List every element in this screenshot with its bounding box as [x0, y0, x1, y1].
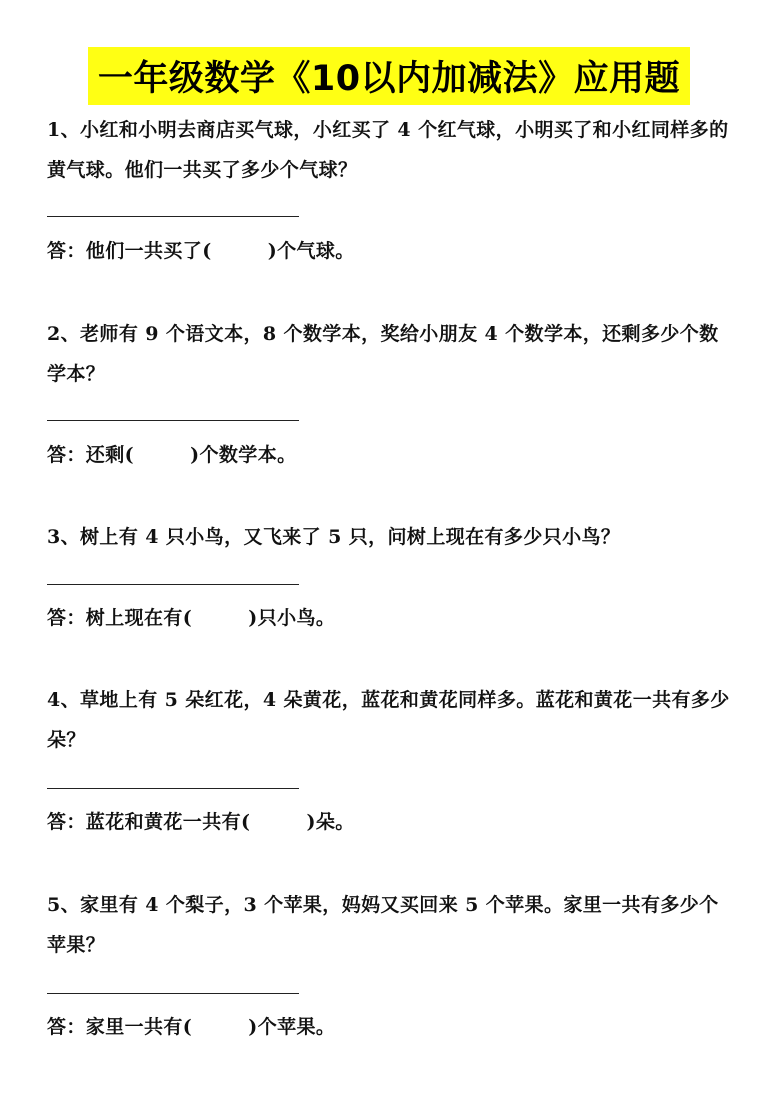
- problem-3-work-line: [47, 584, 299, 585]
- problem-2-answer: 答：还剩( )个数学本。: [47, 444, 297, 466]
- problem-1-question: 1、小红和小明去商店买气球，小红买了 4 个红气球，小明买了和小红同样多的黄气球。他们一共买了多少个气球？: [47, 119, 729, 181]
- problem-3-answer: 答：树上现在有( )只小鸟。: [47, 607, 336, 629]
- problem-5-work-line: [47, 993, 299, 994]
- title-highlight: [88, 47, 690, 105]
- worksheet-title: 一年级数学《10以内加减法》应用题: [97, 59, 681, 99]
- problem-5-answer: 答：家里一共有( )个苹果。: [47, 1016, 336, 1038]
- problem-2-work-line: [47, 420, 299, 421]
- problem-1-work-line: [47, 216, 299, 217]
- problem-5-question: 5、家里有 4 个梨子，3 个苹果，妈妈又买回来 5 个苹果。家里一共有多少个苹果？: [47, 894, 719, 956]
- problem-2-question: 2、老师有 9 个语文本，8 个数学本，奖给小朋友 4 个数学本，还剩多少个数学本？: [47, 323, 719, 385]
- problem-4-answer: 答：蓝花和黄花一共有( )朵。: [47, 811, 355, 833]
- problem-4-work-line: [47, 788, 299, 789]
- problem-3-question: 3、树上有 4 只小鸟，又飞来了 5 只，问树上现在有多少只小鸟？: [47, 526, 621, 548]
- problem-4-question: 4、草地上有 5 朵红花，4 朵黄花，蓝花和黄花同样多。蓝花和黄花一共有多少朵？: [47, 689, 730, 751]
- problem-1-answer: 答：他们一共买了( )个气球。: [47, 240, 355, 262]
